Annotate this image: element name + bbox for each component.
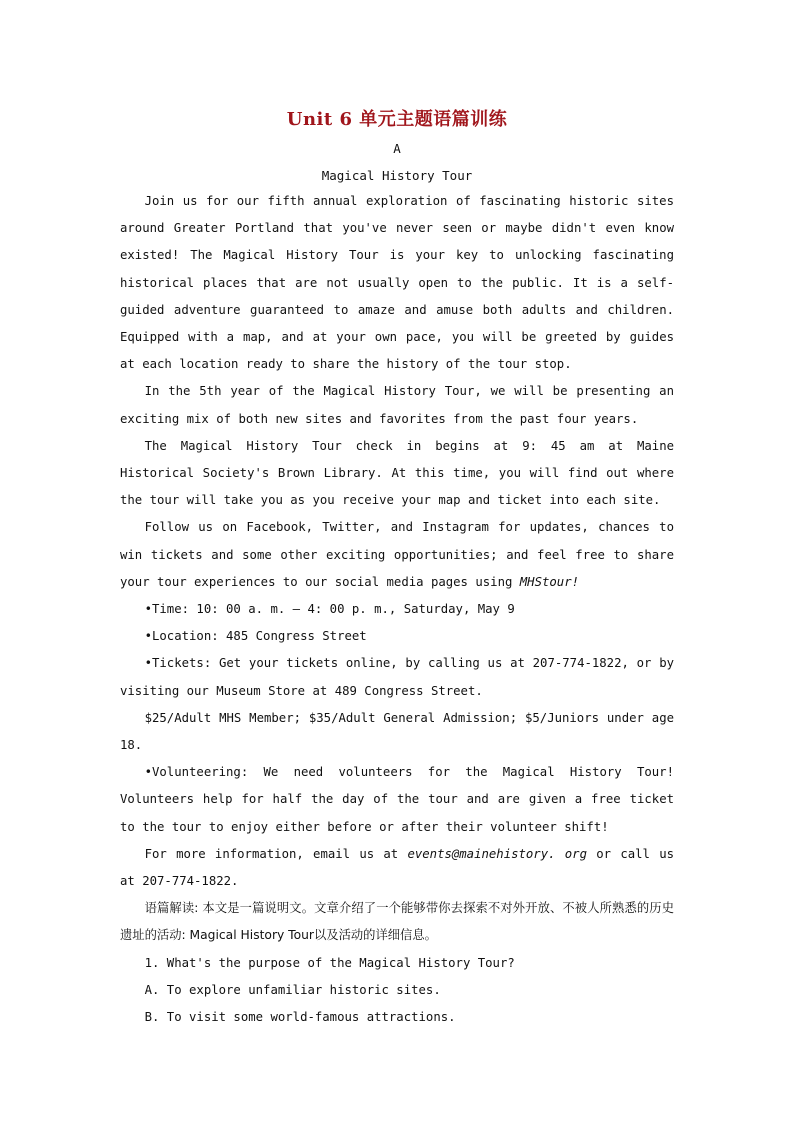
- passage-analysis: 语篇解读: 本文是一篇说明文。文章介绍了一个能够带你去探索不对外开放、不被人所熟悉的历史遗址的活动: Magical History Tour以及活动的详细信息。: [120, 901, 674, 943]
- contact-text: For more information, email us at: [144, 846, 408, 861]
- info-tickets: •Tickets: Get your tickets online, by calling us at 207-774-1822, or by visiting our Museum Store at 489 Congress Street.: [120, 656, 674, 698]
- question-option-b: B. To visit some world-famous attractions.: [144, 1010, 456, 1025]
- passage-title: Magical History Tour: [321, 168, 473, 183]
- hashtag: MHStour!: [519, 574, 580, 589]
- paragraph-contact: [120, 841, 674, 895]
- question-stem: 1. What's the purpose of the Magical History Tour?: [144, 955, 515, 970]
- info-location: •Location: 485 Congress Street: [144, 629, 367, 644]
- info-time: •Time: 10: 00 a. m. — 4: 00 p. m., Saturday, May 9: [144, 602, 515, 617]
- info-prices: $25/Adult MHS Member; $35/Adult General Admission; $5/Juniors under age 18.: [120, 710, 674, 753]
- page-title: Unit 6 单元主题语篇训练: [286, 109, 508, 130]
- info-volunteering: •Volunteering: We need volunteers for the Magical History Tour! Volunteers help for half the day of the tour and are given a free ticket to the tour to enjoy either before or after their volunteer shift!: [120, 765, 674, 834]
- paragraph-check-in: The Magical History Tour check in begins at 9: 45 am at Maine Historical Society's Brown Library. At this time, you will find out where the tour will take you as you receive your map and ticket into each site.: [120, 438, 674, 508]
- contact-phone: or call us at 207-774-1822.: [120, 846, 675, 889]
- paragraph-fifth-year: In the 5th year of the Magical History Tour, we will be presenting an exciting mix of both new sites and favorites from the past four years.: [120, 384, 674, 426]
- question-option-a: A. To explore unfamiliar historic sites.: [144, 982, 441, 997]
- passage-body: [120, 188, 674, 1031]
- contact-email: events@mainehistory. org: [407, 846, 587, 861]
- paragraph-social-media: [120, 514, 674, 596]
- social-media-text: Follow us on Facebook, Twitter, and Instagram for updates, chances to win tickets and some other exciting opportunities; and feel free to share your tour experiences to our social media pages using: [120, 520, 674, 589]
- section-letter: A: [393, 141, 401, 156]
- paragraph-intro: Join us for our fifth annual exploration of fascinating historic sites around Greater Portland that you've never seen or maybe didn't even know existed! The Magical History Tour is your key to unlocking fascinating historical places that are not usually open to the public. It is a self-guided adventure guaranteed to amaze and amuse both adults and children. Equipped with a map, and at your own pace, you will be greeted by guides at each location ready to share the history of the tour stop.: [120, 194, 674, 372]
